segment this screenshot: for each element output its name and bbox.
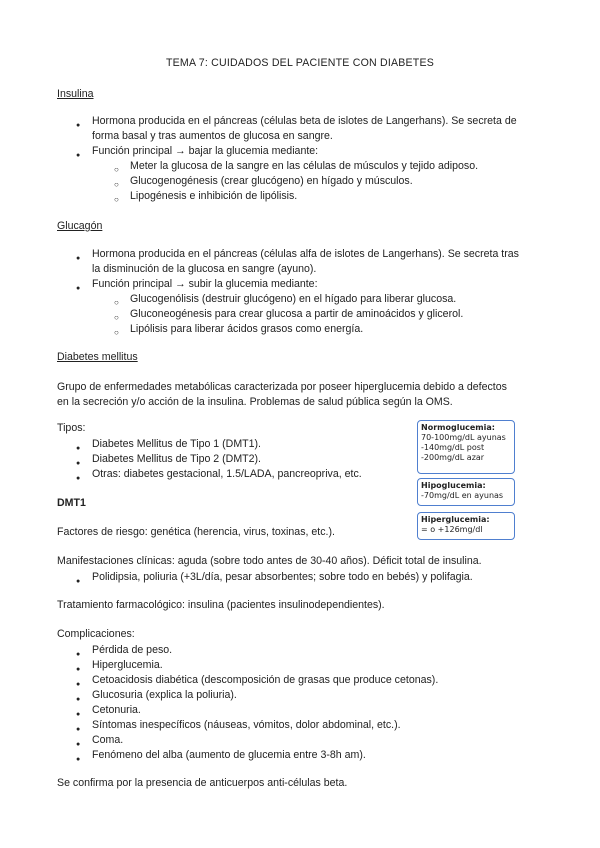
list-item: ● Glucosuria (explica la poliuria). <box>92 688 547 703</box>
list-item <box>92 114 547 144</box>
box-line: = o +126mg/dl <box>421 525 483 534</box>
list-item: ● Otras: diabetes gestacional, 1.5/LADA, pancreopriva, etc. <box>92 467 412 482</box>
sub-list-item: ○ Gluconeogénesis para crear glucosa a partir de aminoácidos y glicerol. <box>130 307 550 322</box>
risk-factors: Factores de riesgo: genética (herencia, virus, toxinas, etc.). <box>57 526 335 538</box>
paragraph-line: Grupo de enfermedades metabólicas caracterizada por poseer hiperglucemia debido a defectos <box>57 381 507 393</box>
list-item-text: Hormona producida en el páncreas (células beta de islotes de Langerhans). Se secreta de <box>92 115 517 127</box>
box-line: 70-100mg/dL ayunas <box>421 433 506 442</box>
section-heading-diabetes: Diabetes mellitus <box>57 351 138 363</box>
list-item: ● Cetoacidosis diabética (descomposición de grasas que produce cetonas). <box>92 673 547 688</box>
hiperglucemia-box <box>417 512 515 540</box>
complications-label: Complicaciones: <box>57 628 135 640</box>
sub-list-item: ○ Meter la glucosa de la sangre en las células de músculos y tejido adiposo. <box>130 159 550 174</box>
list-item-text: Hormona producida en el páncreas (células alfa de islotes de Langerhans). Se secreta tras <box>92 248 519 260</box>
clinical-manifestations: Manifestaciones clínicas: aguda (sobre todo antes de 30-40 años). Déficit total de insulina. <box>57 555 482 567</box>
list-item: ● Cetonuria. <box>92 703 547 718</box>
page-title: TEMA 7: CUIDADOS DEL PACIENTE CON DIABETES <box>166 57 434 69</box>
sub-list-item: ○ Glucogenólisis (destruir glucógeno) en el hígado para liberar glucosa. <box>130 292 550 307</box>
list-item <box>92 247 547 277</box>
sub-list-item: ○ Glucogenogénesis (crear glucógeno) en hígado y músculos. <box>130 174 550 189</box>
section-heading-insulina: Insulina <box>57 88 94 100</box>
section-heading-glucagon: Glucagón <box>57 220 103 232</box>
section-heading-dmt1: DMT1 <box>57 497 86 509</box>
box-title: Hiperglucemia: <box>421 515 490 524</box>
list-item: ● Hiperglucemia. <box>92 658 547 673</box>
list-item-text: la disminución de la glucosa en sangre (ayuno). <box>92 263 317 275</box>
list-item: ● Fenómeno del alba (aumento de glucemia entre 3-8h am). <box>92 748 547 763</box>
sub-list-item: ○ Lipólisis para liberar ácidos grasos como energía. <box>130 322 550 337</box>
list-item: ● Diabetes Mellitus de Tipo 1 (DMT1). <box>92 437 392 452</box>
box-title: Normoglucemia: <box>421 423 495 432</box>
box-line: -200mg/dL azar <box>421 453 485 462</box>
list-item-text: forma basal y tras aumentos de glucosa en sangre. <box>92 130 333 142</box>
paragraph-line: en la secreción y/o acción de la insulina. Problemas de salud pública según la OMS. <box>57 396 453 408</box>
box-line: -70mg/dL en ayunas <box>421 491 504 500</box>
list-item: ● Diabetes Mellitus de Tipo 2 (DMT2). <box>92 452 392 467</box>
list-item: ● Pérdida de peso. <box>92 643 547 658</box>
tipos-label: Tipos: <box>57 422 86 434</box>
list-item: ● Coma. <box>92 733 547 748</box>
confirmation-note: Se confirma por la presencia de anticuerpos anti-células beta. <box>57 777 348 789</box>
box-title: Hipoglucemia: <box>421 481 486 490</box>
list-item: ● Función principal → bajar la glucemia mediante: <box>92 144 547 159</box>
box-line: -140mg/dL post <box>421 443 485 452</box>
list-item: ● Síntomas inespecíficos (náuseas, vómitos, dolor abdominal, etc.). <box>92 718 547 733</box>
normoglucemia-box <box>417 420 515 474</box>
sub-list-item: ○ Lipogénesis e inhibición de lipólisis. <box>130 189 550 204</box>
treatment: Tratamiento farmacológico: insulina (pacientes insulinodependientes). <box>57 599 385 611</box>
hipoglucemia-box <box>417 478 515 506</box>
list-item: ● Función principal → subir la glucemia mediante: <box>92 277 547 292</box>
list-item: ● Polidipsia, poliuria (+3L/día, pesar absorbentes; sobre todo en bebés) y polifagia. <box>92 570 547 585</box>
intro-paragraph <box>57 380 547 410</box>
